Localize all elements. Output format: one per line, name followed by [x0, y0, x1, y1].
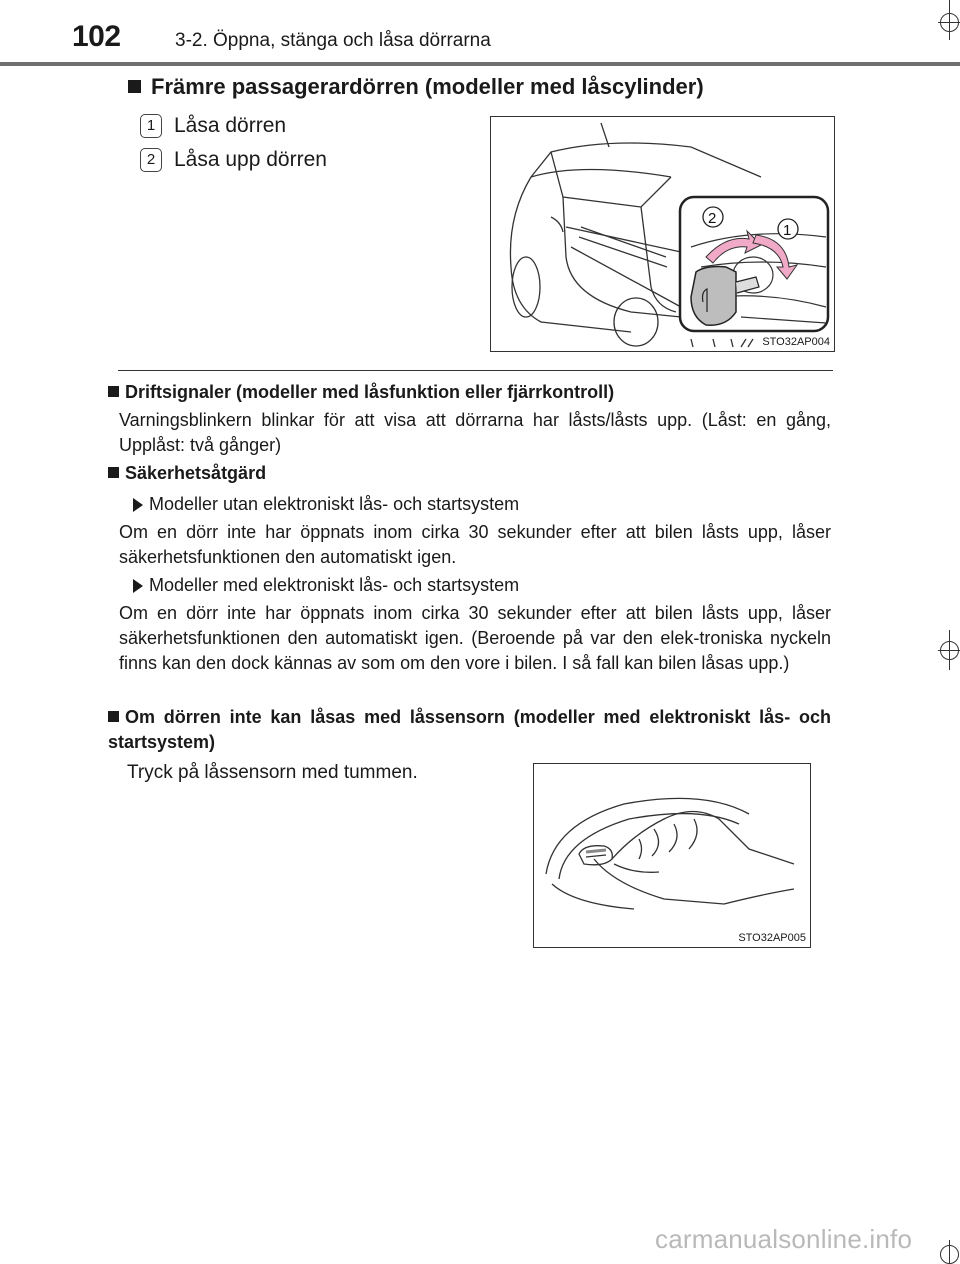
registration-mark-right [938, 630, 960, 670]
paragraph-safety-with-smart-key: Om en dörr inte har öppnats inom cirka 30 sekunder efter att bilen låsts upp, låser säkerhetsfunktionen den automatiskt igen. (Beroende på var den elek-troniska nyckeln finns kan den dock kännas av som om den vore i bilen. I så fall kan bilen låsas upp.) [119, 603, 831, 673]
model-label: Modeller utan elektroniskt lås- och startsystem [149, 494, 520, 514]
page-number: 102 [72, 20, 121, 53]
section-divider [118, 370, 833, 371]
figure-code: STO32AP004 [762, 336, 830, 348]
heading-square-icon [108, 467, 119, 478]
subheading-safety-measure [108, 463, 266, 484]
heading-square-icon [108, 711, 119, 722]
registration-mark-top [938, 0, 960, 40]
registration-mark-bottom [938, 1240, 960, 1263]
step-label: Låsa upp dörren [174, 148, 327, 171]
figure-car-door-lock [490, 116, 835, 352]
car-door-lock-illustration [491, 117, 834, 351]
figure-lock-sensor-thumb [533, 763, 811, 948]
paragraph-operation-signals: Varningsblinkern blinkar för att visa att dörrarna har låsts/låsts upp. (Låst: en gång, Upplåst: två gånger) [119, 410, 831, 455]
heading-square-icon [108, 386, 119, 397]
paragraph-safety-without-smart-key: Om en dörr inte har öppnats inom cirka 30 sekunder efter att bilen låsts upp, låser säkerhetsfunktionen den automatiskt igen. [119, 522, 831, 567]
subheading-operation-signals [108, 382, 614, 403]
heading-text: Säkerhetsåtgärd [125, 463, 267, 483]
model-line-with-smart-key [133, 575, 519, 596]
step-number-badge: 1 [140, 114, 162, 138]
model-label: Modeller med elektroniskt lås- och startsystem [149, 575, 520, 595]
section-heading-front-passenger-door [128, 74, 704, 100]
model-line-without-smart-key [133, 494, 519, 515]
thumb-lock-sensor-illustration [534, 764, 810, 947]
heading-text: Driftsignaler (modeller med låsfunktion eller fjärrkontroll) [125, 382, 615, 402]
footer-watermark: carmanualsonline.info [655, 1224, 913, 1254]
chapter-title: 3-2. Öppna, stänga och låsa dörrarna [175, 30, 491, 51]
figure-code: STO32AP005 [738, 932, 806, 944]
triangle-bullet-icon [133, 498, 143, 512]
paragraph-lock-sensor: Tryck på låssensorn med tummen. [127, 762, 418, 783]
heading-square-icon [128, 80, 141, 93]
callout-2: 2 [708, 210, 717, 227]
callout-1: 1 [783, 222, 792, 239]
step-number-badge: 2 [140, 148, 162, 172]
step-item-unlock [140, 148, 327, 172]
triangle-bullet-icon [133, 579, 143, 593]
step-item-lock [140, 114, 286, 138]
step-label: Låsa dörren [174, 114, 287, 137]
heading-text: Om dörren inte kan låsas med låssensorn (modeller med elektroniskt lås- och startsystem) [108, 707, 831, 752]
subheading-lock-sensor [108, 705, 831, 755]
heading-text: Främre passagerardörren (modeller med låscylinder) [151, 74, 704, 99]
header-rule [0, 62, 960, 66]
